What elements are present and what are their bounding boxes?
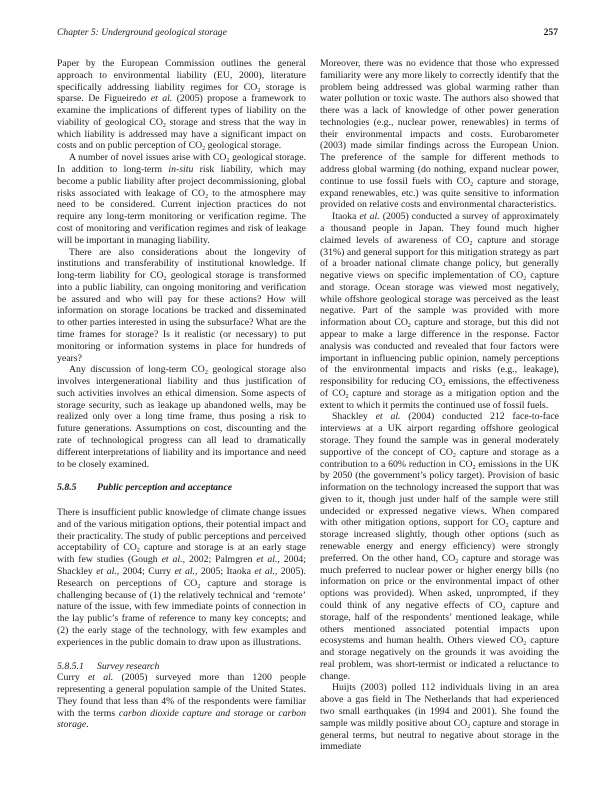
section-number: 5.8.5 <box>57 482 77 494</box>
subsection-number: 5.8.5.1 <box>57 660 84 672</box>
page-number: 257 <box>543 27 558 38</box>
paragraph-public-knowledge: There is insufficient public knowledge of climate change issues and of the various mitigation options, their potential impact and their practicality. The study of public perceptions and perceived acceptability of $CO_2$ capture and storage is at an early stage with few studies (Gough et al., 2002; Palmgren et al., 2004; Shackley et al., 2004; Curry et al., 2005; Itaoka et al., 2005). Research on perceptions of $CO_2$ capture and storage is challenging because of (1) the relatively technical and ‘remote’ nature of the issue, with few immediate points of connection in the lay public’s frame of reference to many key concepts; and (2) the early stage of the technology, with few examples and experiences in the public domain to draw upon as illustrations. <box>57 507 306 648</box>
subsection-title: Survey research <box>97 660 160 672</box>
running-header <box>57 27 558 41</box>
paragraph-huijts-poll: Huijts (2003) polled 112 individuals living in an area above a gas field in The Netherlands that had experienced two small earthquakes (in 1994 and 2001). She found the sample was mildly positive about $CO_2$ capture and storage in general terms, but neutral to negative about storage in the immediate <box>320 682 559 753</box>
paragraph-intergenerational-liability: Any discussion of long-term $CO_2$ geological storage also involves intergenerational liability and thus justification of such activities involves an ethical dimension. Some aspects of storage security, such as leakage up abandoned wells, may be realized only over a long time frame, thus posing a risk to future generations. Assumptions on cost, discounting and the rate of technological progress can all lead to dramatically different interpretations of liability and its importance and need to be closely examined. <box>57 364 306 470</box>
paragraph-novel-issues: A number of novel issues arise with $CO_2$ geological storage. In addition to long-term in-situ risk liability, which may become a public liability after project decommissioning, global risks associated with leakage of $CO_2$ to the atmosphere may need to be considered. Current injection practices do not require any long-term monitoring or verification regime. The cost of monitoring and verification regimes and risk of leakage will be important in managing liability. <box>57 152 307 246</box>
paragraph-itaoka-survey: Itaoka et al. (2005) conducted a survey of approximately a thousand people in Japan. They found much higher claimed levels of awareness of $CO_2$ capture and storage (31%) and general support for this mitigation strategy as part of a broader national climate change policy, but generally negative views on specific implementation of $CO_2$ capture and storage. Ocean storage was viewed most negatively, while offshore geological storage was perceived as the least negative. Part of the sample was provided with more information about $CO_2$ capture and storage, but this did not appear to make a large difference in the response. Factor analysis was conducted and revealed that four factors were important in influencing public opinion, namely perceptions of the environmental impacts and risks (e.g., leakage), responsibility for reducing $CO_2$ emissions, the effectiveness of $CO_2$ capture and storage as a mitigation option and the extent to which it permits the continued use of fossil fuels. <box>320 211 560 411</box>
paragraph-liability-literature: Paper by the European Commission outlines the general approach to environmental liability (EU, 2000), literature specifically addressing liability regimes for $CO_2$ storage is sparse. De Figueiredo et al. (2005) propose a framework to examine the implications of different types of liability on the viability of geological $CO_2$ storage and stress that the way in which liability is addressed may have a significant impact on costs and on public perception of $CO_2$ geological storage. <box>57 58 306 153</box>
paragraph-institutional-longevity: There are also considerations about the longevity of institutions and transferability of institutional knowledge. If long-term liability for $CO_2$ geological storage is transformed into a public liability, can ongoing monitoring and verification be assured and who will pay for these actions? How will information on storage locations be tracked and disseminated to other parties interested in using the subsurface? What are the time frames for storage? Is it realistic (or necessary) to put monitoring or information systems in place for hundreds of years? <box>57 246 306 364</box>
subsection-heading <box>57 661 306 673</box>
paragraph-shackley-interviews: Shackley et al. (2004) conducted 212 face-to-face interviews at a UK airport regarding offshore geological storage. They found the sample was in general moderately supportive of the concept of $CO_2$ capture and storage as a contribution to a 60% reduction in $CO_2$ emissions in the UK by 2050 (the government’s policy target). Provision of basic information on the technology increased the support that was given to it, though just under half of the sample were still undecided or expressed negative views. When compared with other mitigation options, support for $CO_2$ capture and storage increased slightly, though other options (such as renewable energy and energy efficiency) were strongly preferred. On the other hand, $CO_2$ capture and storage was much preferred to nuclear power or higher energy bills (no information on price or the environmental impact of other options was provided). When asked, unprompted, if they could think of any negative effects of $CO_2$ capture and storage, half of the respondents’ mentioned leakage, while others mentioned associated potential impacts upon ecosystems and human health. Others viewed $CO_2$ capture and storage negatively on the grounds it was avoiding the real problem, was short-termist or indicated a reluctance to change. <box>320 411 559 682</box>
section-heading <box>57 482 306 494</box>
left-column <box>57 58 306 731</box>
right-column <box>320 58 559 753</box>
chapter-title: Chapter 5: Underground geological storage <box>57 27 227 38</box>
section-title: Public perception and acceptance <box>97 482 233 494</box>
paragraph-curry-survey: Curry et al. (2005) surveyed more than 1200 people representing a general population sample of the United States. They found that less than 4% of the respondents were familiar with the terms carbon dioxide capture and storage or carbon storage. <box>57 672 307 731</box>
paragraph-familiarity: Moreover, there was no evidence that those who expressed familiarity were any more likely to correctly identify that the problem being addressed was global warming rather than water pollution or toxic waste. The authors also showed that there was a lack of knowledge of other power generation technologies (e.g., nuclear power, renewables) in terms of their environmental impacts and costs. Eurobarometer (2003) made similar findings across the European Union. The preference of the sample for different methods to address global warming (do nothing, expand nuclear power, continue to use fossil fuels with $CO_2$ capture and storage, expand renewables, etc.) was quite sensitive to information provided on relative costs and environmental characteristics. <box>320 58 559 211</box>
